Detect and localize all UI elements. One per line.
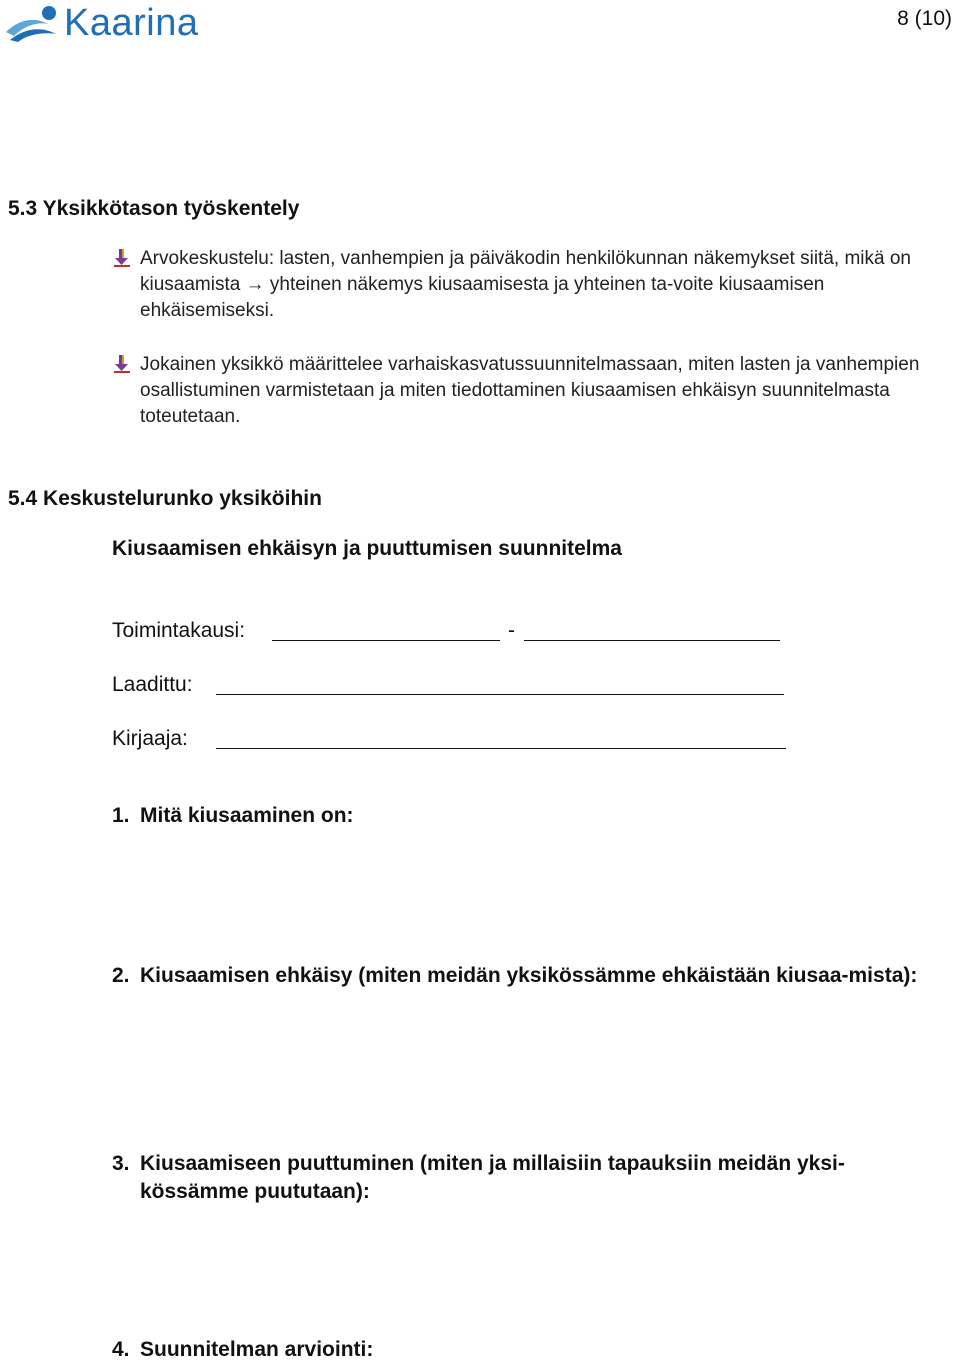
section-5-4-title: 5.4 Keskustelurunko yksiköihin <box>8 487 322 510</box>
period-start-line[interactable] <box>272 640 500 641</box>
bullet-text-arvokeskustelu: Arvokeskustelu: lasten, vanhempien ja päiväkodin henkilökunnan näkemykset siitä, mikä on kiusaamista → yhteinen näkemys kiusaamisesta ja yhteinen ta-voite kiusaamisen ehkäisemiseksi. <box>140 248 911 321</box>
question-3-number: 3. <box>112 1152 130 1175</box>
made-line[interactable] <box>216 694 784 695</box>
recorder-label: Kirjaaja: <box>112 727 188 750</box>
question-4-text: Suunnitelman arviointi: <box>140 1338 374 1361</box>
question-2-number: 2. <box>112 964 130 987</box>
period-label: Toimintakausi: <box>112 619 246 642</box>
logo-text: Kaarina <box>64 2 199 44</box>
question-4-number: 4. <box>112 1338 130 1361</box>
made-label: Laadittu: <box>112 673 193 696</box>
question-3-text: Kiusaamiseen puuttuminen (miten ja millaisiin tapauksiin meidän yksi-kössämme puututaan): <box>140 1152 845 1203</box>
arrow-bullet-icon <box>112 248 132 268</box>
question-1-number: 1. <box>112 804 130 827</box>
bullet-text-jokainen-yksikko: Jokainen yksikkö määrittelee varhaiskasvatussuunnitelmassaan, miten lasten ja vanhempien osallistuminen varmistetaan ja miten tiedottaminen kiusaamisen ehkäisyn suunnitelmasta toteutetaan. <box>140 354 920 427</box>
plan-subtitle: Kiusaamisen ehkäisyn ja puuttumisen suunnitelma <box>112 537 622 560</box>
recorder-line[interactable] <box>216 748 786 749</box>
arrow-bullet-icon <box>112 354 132 374</box>
section-5-3-title: 5.3 Yksikkötason työskentely <box>8 197 300 220</box>
period-end-line[interactable] <box>524 640 780 641</box>
question-1-text: Mitä kiusaaminen on: <box>140 804 354 827</box>
period-separator: - <box>508 619 515 642</box>
question-2-text: Kiusaamisen ehkäisy (miten meidän yksikössämme ehkäistään kiusaa-mista): <box>140 964 918 987</box>
kaarina-logo-icon <box>4 2 62 44</box>
page-number: 8 (10) <box>897 7 952 30</box>
kaarina-logo <box>4 2 204 44</box>
